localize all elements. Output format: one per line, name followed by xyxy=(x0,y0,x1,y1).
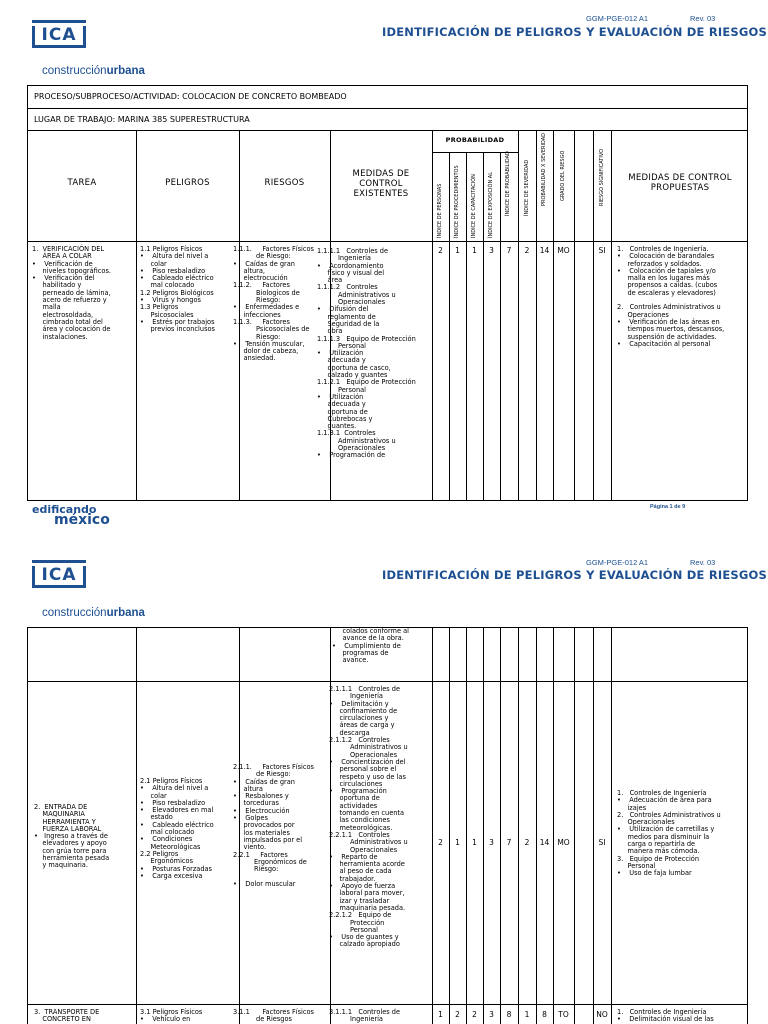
row3-val-probabilidad: 8 xyxy=(506,1010,512,1019)
header-probabilidad: PROBABILIDAD xyxy=(445,136,505,144)
row3-val-prob-x-sev: 8 xyxy=(542,1010,547,1019)
header-grado: GRADO DEL RIESGO xyxy=(560,150,566,201)
row1-medidas-cont: colados conforme al avance de la obra. • Cumplimiento de programas de avance. xyxy=(332,627,409,665)
process-line: PROCESO/SUBPROCESO/ACTIVIDAD: COLOCACION DE CONCRETO BOMBEADO xyxy=(28,86,747,109)
document-code-2: GGM-PGE-012 A1 xyxy=(586,558,649,567)
ica-logo-2: ICA xyxy=(32,560,86,588)
header-indice-personas: ÍNDICE DE PERSONAS xyxy=(437,183,443,238)
row2-medidas: 2.1.1.1 Controles de Ingeniería • Delimitación y confinamiento de circulaciones y áreas de carga y descarga 2.1.1.2 Controles Administrativos u Operacionales • Concientización del personal sobre el respeto y uso de las circulaciones • Programación oportuna de actividades tomando en cuenta las condiciones meteorológicas. 2.2.1.1 Controles Administrativos u Operacionales • Reparto de herramienta acorde al peso de cada trabajador. • Apoyo de fuerza laboral para mover, izar y trasladar maquinaria pesada. 2.2.1.2 Equipo de Protección Personal • Uso de guantes y calzado apropiado xyxy=(329,685,408,949)
document-title-2: IDENTIFICACIÓN DE PELIGROS Y EVALUACIÓN DE RIESGOS xyxy=(382,568,767,582)
row1-val-prob-x-sev: 14 xyxy=(539,246,550,255)
row1-val-exposicion: 3 xyxy=(489,246,494,255)
risk-table-page-1 xyxy=(27,85,748,501)
header-significativo: RIESGO SIGNIFICATIVO xyxy=(599,148,605,206)
document-code: GGM-PGE-012 A1 xyxy=(586,14,649,23)
header-peligros: PELIGROS xyxy=(165,178,210,188)
row3-val-personas: 1 xyxy=(438,1010,443,1019)
row3-medidas: 3.1.1.1 Controles de Ingeniería xyxy=(329,1008,401,1024)
row2-val-severidad: 2 xyxy=(524,838,530,847)
ica-logo: ICA xyxy=(32,20,86,48)
row3-riesgos: 3.1.1 Factores Físicos de Riesgos xyxy=(233,1008,314,1024)
revision-2: Rev. 03 xyxy=(690,558,716,567)
header-prob-x-sev: PROBABILIDAD X SEVERIDAD xyxy=(541,133,547,206)
row3-val-procedimientos: 2 xyxy=(455,1010,460,1019)
document-title: IDENTIFICACIÓN DE PELIGROS Y EVALUACIÓN DE RIESGOS xyxy=(382,25,767,39)
header-propuestas: MEDIDAS DE CONTROL PROPUESTAS xyxy=(628,173,732,193)
header-indice-exposicion: ÍNDICE DE EXPOSICIÓN AL xyxy=(488,172,494,238)
row3-val-capacitacion: 2 xyxy=(472,1010,477,1019)
row2-val-exposicion: 3 xyxy=(489,838,494,847)
row1-val-probabilidad: 7 xyxy=(506,246,512,255)
row1-peligros: 1.1 Peligros Físicos • Altura del nivel a colar • Piso resbaladizo • Cableado eléctrico mal colocado 1.2 Peligros Biológicos • Virus y hongos 1.3 Peligros Psicosociales • Estrés por trabajos previos inconclusos xyxy=(140,245,215,334)
row2-val-probabilidad: 7 xyxy=(506,838,512,847)
workplace-line: LUGAR DE TRABAJO: MARINA 385 SUPERESTRUCTURA xyxy=(28,109,747,131)
row3-tarea: 3. TRANSPORTE DE CONCRETO EN xyxy=(34,1008,100,1024)
row2-val-significativo: SI xyxy=(598,838,606,847)
row3-val-grado: TO xyxy=(558,1010,569,1019)
row1-tarea: 1. VERIFICACIÓN DEL ÁREA A COLAR • Verificación de niveles topográficos. • Verificación del habilitado y perneado de lámina, acero de refuerzo y malla electrosoldada, cimbrado total del área y colocación de instalaciones. xyxy=(32,245,111,341)
risk-table-page-2 xyxy=(27,627,748,1024)
row2-val-grado: MO xyxy=(557,838,570,847)
row2-tarea: 2. ENTRADA DE MAQUINARIA HERRAMIENTA Y FUERZA LABORAL • Ingreso a través de elevadores y apoyo con grúa torre para herramienta pesada y maquinaria. xyxy=(34,803,110,870)
header-indice-procedimientos: ÍNDICE DE PROCEDIMIENTOS xyxy=(454,165,460,238)
row1-riesgos: 1.1.1. Factores Físicos de Riesgo: • Caídas de gran altura, electrocución 1.1.2. Factores Biologicos de Riesgo: • Enfermedades e infecciones 1.1.3. Factores Psicosociales de Riesgo: • Tensión muscular, dolor de cabeza, ansiedad. xyxy=(233,245,314,363)
row1-val-grado: MO xyxy=(557,246,570,255)
footer-brand: edificando méxico xyxy=(32,503,110,528)
header-indice-capacitacion: ÍNDICE DE CAPACITACIÓN xyxy=(471,174,477,238)
row2-val-capacitacion: 1 xyxy=(472,838,477,847)
logo-subtitle: construcciónurbana xyxy=(42,65,145,77)
row2-val-procedimientos: 1 xyxy=(455,838,460,847)
logo-subtitle-2: construcciónurbana xyxy=(42,607,145,619)
page-2 xyxy=(0,530,768,1024)
row3-val-severidad: 1 xyxy=(524,1010,530,1019)
revision: Rev. 03 xyxy=(690,14,716,23)
row3-peligros: 3.1 Peligros Físicos • Vehículo en xyxy=(140,1008,203,1024)
row2-peligros: 2.1 Peligros Físicos • Altura del nivel a colar • Piso resbaladizo • Elevadores en mal estado • Cableado eléctrico mal colocado • Condiciones Meteorológicas 2.2 Peligros Ergonómicos • Posturas Forzadas • Carga excesiva xyxy=(140,777,214,880)
row1-medidas: 1.1.1.1 Controles de Ingeniería • Acordonamiento físico y visual del área 1.1.1.2 Controles Administrativos u Operacionales • Difusión del reglamento de Seguridad de la obra 1.1.1.3 Equipo de Protección Personal • Utilización adecuada y oportuna de casco, calzado y guantes 1.1.2.1 Equipo de Protección Personal • Utilización adecuada y oportuna de Cubrebocas y guantes. 1.1.3.1 Controles Administrativos u Operacionales • Programación de xyxy=(317,247,416,460)
header-indice-probabilidad: ÍNDICE DE PROBABILIDAD xyxy=(505,151,511,216)
row2-val-personas: 2 xyxy=(438,838,443,847)
row1-val-capacitacion: 1 xyxy=(472,246,477,255)
row1-val-procedimientos: 1 xyxy=(455,246,460,255)
row2-propuestas: 1. Controles de Ingeniería • Adecuación de área para izajes 2. Controles Administrativos u Operacionales • Utilización de carretillas y medios para disminuir la carga o repartirla de manera más cómoda. 3. Equipo de Protección Personal • Uso de faja lumbar xyxy=(617,789,721,878)
row1-propuestas: 1. Controles de Ingeniería. • Colocación de barandales reforzados y soldados. • Colocación de tapiales y/o malla en los lugares más propensos a caídas. (cubos de escaleras y elevadores) 2. Controles Administrativos u Operaciones • Verificación de las áreas en tiempos muertos, descansos, suspensión de actividades. • Capacitación al personal xyxy=(617,245,725,348)
row3-val-exposicion: 3 xyxy=(489,1010,494,1019)
header-indice-severidad: ÍNDICE DE SEVERIDAD xyxy=(524,159,530,216)
row1-val-personas: 2 xyxy=(438,246,443,255)
row3-val-significativo: NO xyxy=(596,1010,608,1019)
page-number: Página 1 de 9 xyxy=(650,504,686,510)
header-riesgos: RIESGOS xyxy=(264,178,305,188)
row3-propuestas: 1. Controles de Ingeniería • Delimitación visual de las xyxy=(617,1008,714,1024)
header-medidas: MEDIDAS DE CONTROL EXISTENTES xyxy=(352,169,410,199)
header-tarea: TAREA xyxy=(67,178,97,188)
row2-riesgos: 2.1.1. Factores Físicos de Riesgo: • Caídas de gran altura • Resbalones y torceduras • Electrocución • Golpes provocados por los materiales impulsados por el viento. 2.2.1 Factores Ergonómicos de Riesgo: • Dolor muscular xyxy=(233,763,314,888)
row1-val-severidad: 2 xyxy=(524,246,530,255)
row1-val-significativo: SI xyxy=(598,246,606,255)
row2-val-prob-x-sev: 14 xyxy=(539,838,550,847)
